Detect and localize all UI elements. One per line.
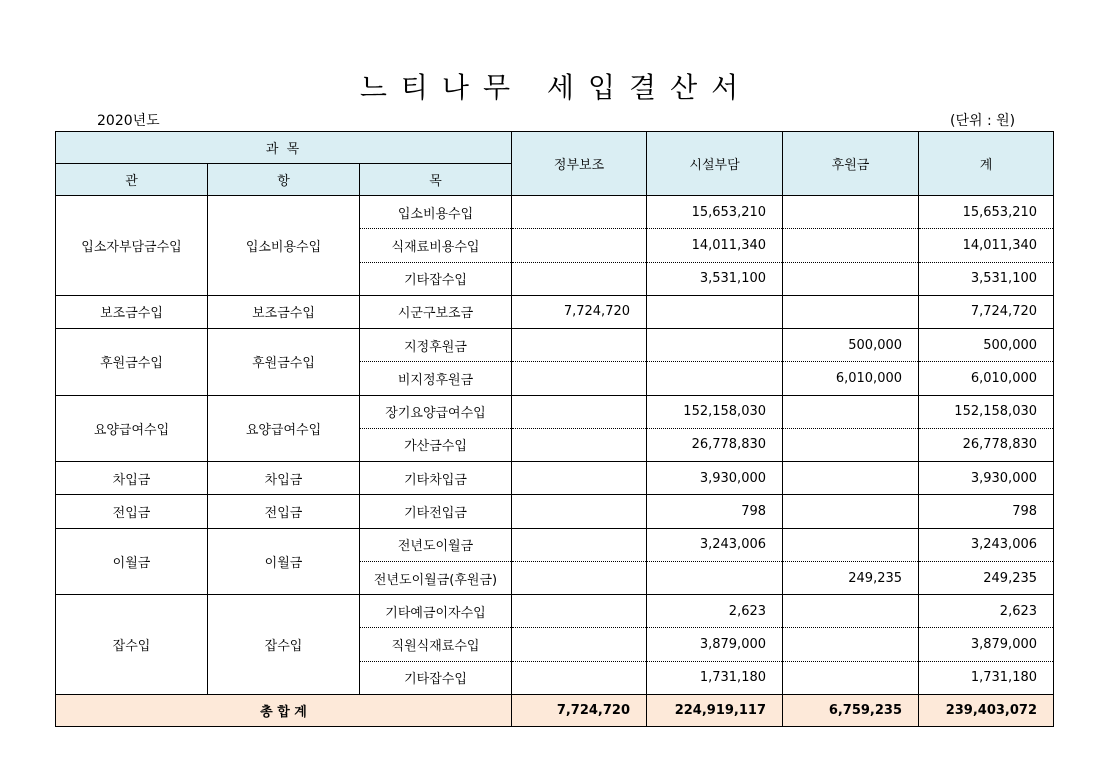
donation-cell bbox=[783, 661, 919, 694]
hang-cell: 잡수입 bbox=[208, 595, 360, 695]
facility-burden-cell: 3,879,000 bbox=[647, 628, 783, 661]
sum-cell: 15,653,210 bbox=[919, 196, 1054, 229]
table-row bbox=[56, 495, 1054, 528]
facility-burden-cell: 3,930,000 bbox=[647, 462, 783, 495]
facility-burden-cell: 798 bbox=[647, 495, 783, 528]
government-subsidy-cell bbox=[512, 661, 647, 694]
donation-cell bbox=[783, 295, 919, 328]
mok-cell: 입소비용수입 bbox=[360, 196, 512, 229]
donation-cell: 500,000 bbox=[783, 329, 919, 362]
header-hang: 항 bbox=[208, 164, 360, 196]
header-donation: 후원금 bbox=[783, 132, 919, 196]
donation-cell bbox=[783, 229, 919, 262]
mok-cell: 직원식재료수입 bbox=[360, 628, 512, 661]
sum-cell: 3,879,000 bbox=[919, 628, 1054, 661]
mok-cell: 장기요양급여수입 bbox=[360, 395, 512, 428]
hang-cell: 요양급여수입 bbox=[208, 395, 360, 462]
mok-cell: 기타잡수입 bbox=[360, 262, 512, 295]
facility-burden-cell: 14,011,340 bbox=[647, 229, 783, 262]
table-row bbox=[56, 395, 1054, 428]
hang-cell: 입소비용수입 bbox=[208, 196, 360, 296]
header-sum: 계 bbox=[919, 132, 1054, 196]
currency-unit: (단위 : 원) bbox=[950, 113, 1016, 129]
mok-cell: 기타잡수입 bbox=[360, 661, 512, 694]
government-subsidy-cell bbox=[512, 428, 647, 461]
total-donation: 6,759,235 bbox=[783, 695, 919, 727]
sum-cell: 3,531,100 bbox=[919, 262, 1054, 295]
donation-cell bbox=[783, 395, 919, 428]
facility-burden-cell: 1,731,180 bbox=[647, 661, 783, 694]
government-subsidy-cell bbox=[512, 628, 647, 661]
header-government-subsidy: 정부보조 bbox=[512, 132, 647, 196]
facility-burden-cell bbox=[647, 561, 783, 594]
header-gwan: 관 bbox=[56, 164, 208, 196]
header-mok: 목 bbox=[360, 164, 512, 196]
table-row bbox=[56, 595, 1054, 628]
sum-cell: 152,158,030 bbox=[919, 395, 1054, 428]
gwan-cell: 이월금 bbox=[56, 528, 208, 595]
table-row bbox=[56, 329, 1054, 362]
mok-cell: 가산금수입 bbox=[360, 428, 512, 461]
gwan-cell: 요양급여수입 bbox=[56, 395, 208, 462]
facility-burden-cell bbox=[647, 295, 783, 328]
total-label: 총 합 계 bbox=[56, 695, 512, 727]
donation-cell bbox=[783, 462, 919, 495]
government-subsidy-cell bbox=[512, 462, 647, 495]
facility-burden-cell: 152,158,030 bbox=[647, 395, 783, 428]
gwan-cell: 보조금수입 bbox=[56, 295, 208, 328]
donation-cell bbox=[783, 428, 919, 461]
mok-cell: 기타전입금 bbox=[360, 495, 512, 528]
donation-cell bbox=[783, 595, 919, 628]
sum-cell: 3,243,006 bbox=[919, 528, 1054, 561]
mok-cell: 지정후원금 bbox=[360, 329, 512, 362]
government-subsidy-cell bbox=[512, 229, 647, 262]
mok-cell: 식재료비용수입 bbox=[360, 229, 512, 262]
fiscal-year: 2020년도 bbox=[97, 113, 160, 129]
sum-cell: 798 bbox=[919, 495, 1054, 528]
government-subsidy-cell bbox=[512, 329, 647, 362]
gwan-cell: 후원금수입 bbox=[56, 329, 208, 396]
facility-burden-cell: 15,653,210 bbox=[647, 196, 783, 229]
total-government-subsidy: 7,724,720 bbox=[512, 695, 647, 727]
facility-burden-cell: 26,778,830 bbox=[647, 428, 783, 461]
sum-cell: 26,778,830 bbox=[919, 428, 1054, 461]
government-subsidy-cell bbox=[512, 495, 647, 528]
total-sum: 239,403,072 bbox=[919, 695, 1054, 727]
table-row bbox=[56, 196, 1054, 229]
table-row bbox=[56, 528, 1054, 561]
table-body bbox=[56, 196, 1054, 695]
sum-cell: 2,623 bbox=[919, 595, 1054, 628]
facility-burden-cell bbox=[647, 362, 783, 395]
sum-cell: 500,000 bbox=[919, 329, 1054, 362]
sum-cell: 6,010,000 bbox=[919, 362, 1054, 395]
hang-cell: 이월금 bbox=[208, 528, 360, 595]
facility-burden-cell: 3,531,100 bbox=[647, 262, 783, 295]
mok-cell: 전년도이월금(후원금) bbox=[360, 561, 512, 594]
hang-cell: 전입금 bbox=[208, 495, 360, 528]
government-subsidy-cell bbox=[512, 362, 647, 395]
sum-cell: 7,724,720 bbox=[919, 295, 1054, 328]
donation-cell bbox=[783, 495, 919, 528]
hang-cell: 후원금수입 bbox=[208, 329, 360, 396]
hang-cell: 차입금 bbox=[208, 462, 360, 495]
mok-cell: 기타차입금 bbox=[360, 462, 512, 495]
revenue-settlement-table bbox=[55, 131, 1054, 727]
donation-cell bbox=[783, 262, 919, 295]
total-facility-burden: 224,919,117 bbox=[647, 695, 783, 727]
donation-cell bbox=[783, 528, 919, 561]
government-subsidy-cell bbox=[512, 196, 647, 229]
table-row bbox=[56, 295, 1054, 328]
donation-cell bbox=[783, 628, 919, 661]
sum-cell: 249,235 bbox=[919, 561, 1054, 594]
table-row bbox=[56, 462, 1054, 495]
government-subsidy-cell bbox=[512, 262, 647, 295]
government-subsidy-cell bbox=[512, 595, 647, 628]
document-title: 느티나무 세입결산서 bbox=[359, 71, 753, 104]
sum-cell: 1,731,180 bbox=[919, 661, 1054, 694]
sum-cell: 3,930,000 bbox=[919, 462, 1054, 495]
gwan-cell: 차입금 bbox=[56, 462, 208, 495]
mok-cell: 기타예금이자수입 bbox=[360, 595, 512, 628]
gwan-cell: 전입금 bbox=[56, 495, 208, 528]
gwan-cell: 잡수입 bbox=[56, 595, 208, 695]
facility-burden-cell: 3,243,006 bbox=[647, 528, 783, 561]
donation-cell bbox=[783, 196, 919, 229]
mok-cell: 비지정후원금 bbox=[360, 362, 512, 395]
donation-cell: 249,235 bbox=[783, 561, 919, 594]
government-subsidy-cell bbox=[512, 528, 647, 561]
government-subsidy-cell bbox=[512, 561, 647, 594]
government-subsidy-cell: 7,724,720 bbox=[512, 295, 647, 328]
sum-cell: 14,011,340 bbox=[919, 229, 1054, 262]
total-row bbox=[56, 695, 1054, 727]
facility-burden-cell: 2,623 bbox=[647, 595, 783, 628]
facility-burden-cell bbox=[647, 329, 783, 362]
mok-cell: 시군구보조금 bbox=[360, 295, 512, 328]
gwan-cell: 입소자부담금수입 bbox=[56, 196, 208, 296]
mok-cell: 전년도이월금 bbox=[360, 528, 512, 561]
donation-cell: 6,010,000 bbox=[783, 362, 919, 395]
header-facility-burden: 시설부담 bbox=[647, 132, 783, 196]
hang-cell: 보조금수입 bbox=[208, 295, 360, 328]
header-gwamok: 과 목 bbox=[56, 132, 512, 164]
government-subsidy-cell bbox=[512, 395, 647, 428]
